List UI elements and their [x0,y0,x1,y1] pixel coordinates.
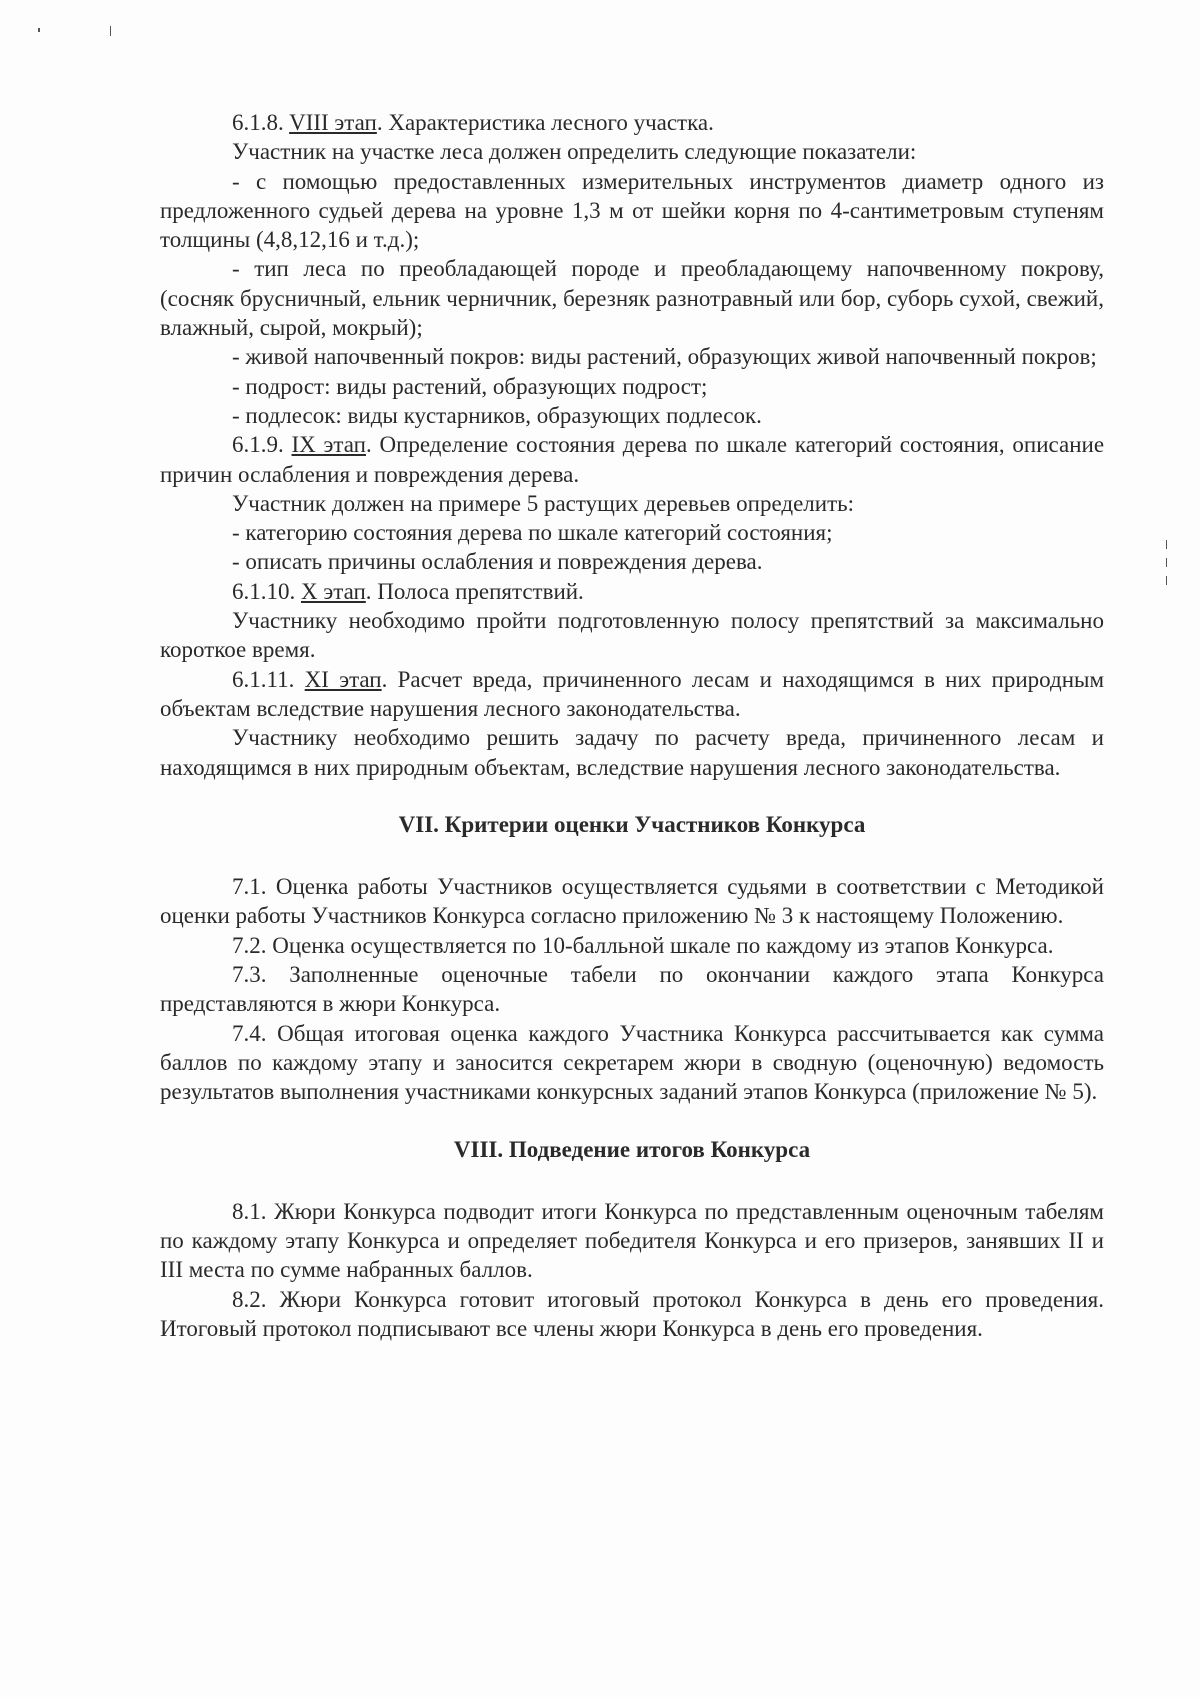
paragraph-6-1-11 [160,665,1104,724]
list-item-undergrowth: - подрост: виды растений, образующих подрост; [232,373,708,399]
clause-number: 6.1.9. [232,432,284,458]
paragraph-7-4: 7.4. Общая итоговая оценка каждого Участника Конкурса рассчитывается как сумма баллов по каждому этапу и заносится секретарем жюри в сводную (оценочную) ведомость результатов выполнения участниками конкурсных заданий этапов Конкурса (приложение № 5). [160,1020,1104,1105]
paragraph-6-1-10 [160,577,1104,606]
document-body [160,108,1104,1343]
list-item-damage-causes: - описать причины ослабления и повреждения дерева. [232,549,763,575]
paragraph-7-2: 7.2. Оценка осуществляется по 10-балльной шкале по каждому из этапов Конкурса. [232,932,1054,958]
list-item-underbrush: - подлесок: виды кустарников, образующих подлесок. [232,402,762,428]
stage-label: VIII этап [289,110,377,135]
scan-mark-top-left [38,28,40,32]
paragraph-8-1: 8.1. Жюри Конкурса подводит итоги Конкурса по представленным оценочным табелям по каждому этапу Конкурса и определяет победителя Конкурса и его призеров, занявших II и III места по сумме набранных баллов. [160,1198,1104,1283]
stage-label: X этап [301,578,366,604]
paragraph-intro: Участник на участке леса должен определить следующие показатели: [232,139,917,165]
paragraph-6-1-10-text: Участнику необходимо пройти подготовленную полосу препятствий за максимально короткое время. [160,608,1104,663]
list-item-forest-type: - тип леса по преобладающей породе и преобладающему напочвенному покрову, (сосняк брусничный, ельник черничник, березняк разнотравный или бор, суборь сухой, свежий, влажный, сырой, мокрый); [160,256,1104,341]
paragraph-6-1-9 [160,430,1104,489]
scan-mark-top [110,26,111,36]
list-item-ground-cover: - живой напочвенный покров: виды растений, образующих живой напочвенный покров; [232,344,1097,370]
clause-title: . Расчет вреда, причиненного лесам и находящимся в них природным объектам вследствие нарушения лесного законодательства. [160,666,1105,721]
paragraph-7-1: 7.1. Оценка работы Участников осуществляется судьями в соответствии с Методикой оценки работы Участников Конкурса согласно приложению № 3 к настоящему Положению. [160,874,1104,929]
clause-title: . Характеристика лесного участка. [376,110,714,135]
clause-title: . Определение состояния дерева по шкале категорий состояния, описание причин ослабления и повреждения дерева. [160,432,1105,487]
paragraph-6-1-8 [160,108,1104,137]
clause-number: 6.1.8. [232,110,284,135]
clause-number: 6.1.10. [232,578,296,604]
scan-mark-right-1 [1166,540,1167,549]
list-item-diameter: - с помощью предоставленных измерительных инструментов диаметр одного из предложенного судьей дерева на уровне 1,3 м от шейки корня по 4-сантиметровым ступеням толщины (4,8,12,16 и т.д.); [160,168,1104,253]
paragraph-7-3: 7.3. Заполненные оценочные табели по окончании каждого этапа Конкурса представляются в жюри Конкурса. [160,962,1104,1017]
list-item-condition-category: - категорию состояния дерева по шкале категорий состояния; [232,520,833,546]
clause-title: . Полоса препятствий. [365,578,584,604]
paragraph-6-1-11-text: Участнику необходимо решить задачу по расчету вреда, причиненного лесам и находящимся в них природным объектам, вследствие нарушения лесного законодательства. [160,725,1104,780]
scan-mark-right-2 [1166,558,1167,567]
scan-mark-right-3 [1166,576,1167,585]
section-heading-vii: VII. Критерии оценки Участников Конкурса [398,811,866,837]
section-heading-viii: VIII. Подведение итогов Конкурса [453,1136,811,1162]
paragraph-6-1-9-intro: Участник должен на примере 5 растущих деревьев определить: [232,490,855,516]
paragraph-8-2: 8.2. Жюри Конкурса готовит итоговый протокол Конкурса в день его проведения. Итоговый протокол подписывают все члены жюри Конкурса в день его проведения. [160,1286,1104,1341]
stage-label: XI этап [304,666,382,692]
stage-label: IX этап [291,432,366,458]
clause-number: 6.1.11. [232,666,295,692]
